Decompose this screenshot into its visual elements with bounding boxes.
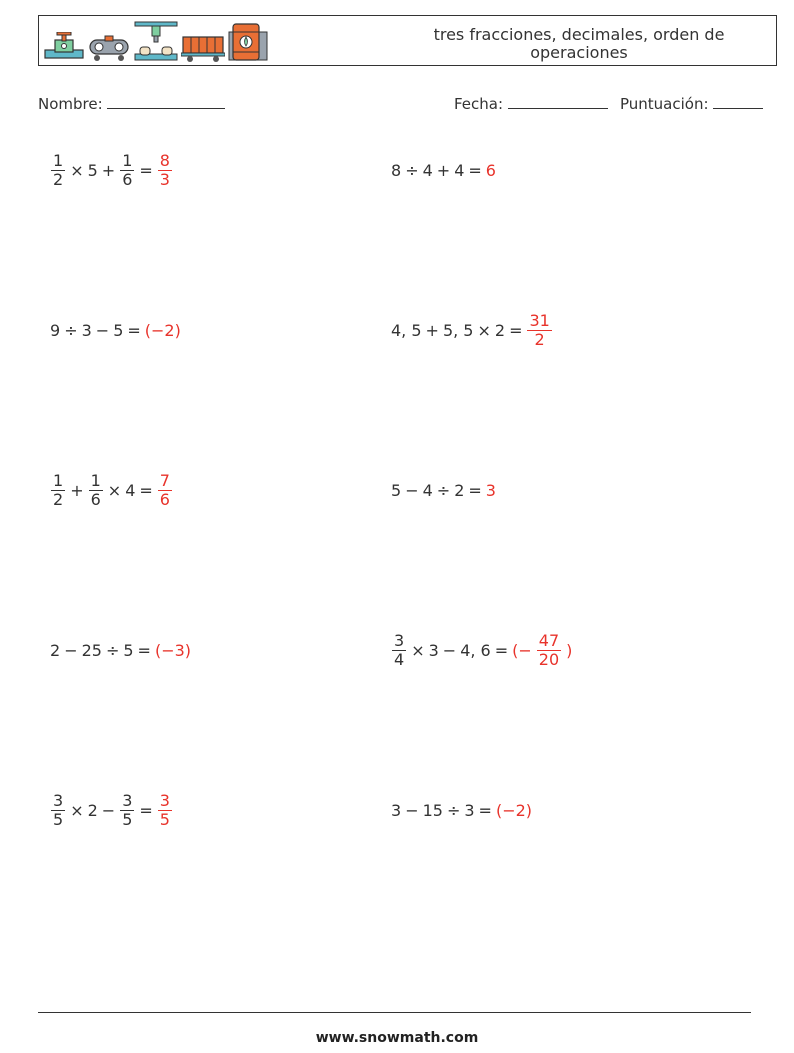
numerator: 7 [159, 470, 170, 490]
expression-token: ÷ [436, 480, 451, 500]
expression-token: = [468, 480, 482, 500]
expression-token: + [101, 160, 116, 180]
denominator: 5 [53, 809, 64, 829]
expression-token: = [509, 320, 523, 340]
expression-token: (−2) [495, 800, 533, 820]
expression-token: 3 [81, 320, 92, 340]
fraction [89, 472, 103, 509]
expression-token: × [70, 160, 84, 180]
answer [524, 312, 554, 349]
tank-car-icon [87, 32, 131, 62]
expression-token: 3 [391, 800, 402, 820]
numerator: 47 [538, 630, 560, 650]
numerator: 1 [53, 470, 64, 490]
expression-token: 2 [50, 640, 61, 660]
fraction [158, 152, 172, 189]
numerator: 1 [53, 150, 64, 170]
fraction [158, 792, 172, 829]
expression-token: 4, 5 [391, 320, 422, 340]
expression-token: + [425, 320, 439, 340]
problem-7 [48, 625, 193, 675]
expression-token: + [70, 480, 84, 500]
expression-token: 5 [113, 320, 124, 340]
expression-token: (−3) [154, 640, 192, 660]
date-label: Fecha: [454, 95, 504, 113]
name-label: Nombre: [38, 95, 103, 113]
expression-token: 15 [422, 800, 443, 820]
answer [484, 161, 498, 180]
expression-token: ) [566, 640, 573, 660]
expression-token: 5 [87, 160, 98, 180]
expression-token: (− [512, 640, 532, 660]
problem-3 [48, 305, 183, 355]
expression-token: 4, 6 [460, 640, 491, 660]
numerator: 3 [122, 790, 133, 810]
expression-token: − [405, 800, 419, 820]
expression-token: 3 [485, 480, 496, 500]
answer [153, 641, 193, 660]
expression-token: − [101, 800, 116, 820]
expression-token: × [70, 800, 84, 820]
worksheet-header [38, 15, 777, 66]
denominator: 3 [159, 169, 170, 189]
answer [155, 792, 175, 829]
pipe-valve-icon [43, 32, 85, 62]
answer [494, 801, 534, 820]
answer [155, 472, 175, 509]
problem-9 [48, 785, 175, 835]
expression-token: 3 [428, 640, 439, 660]
expression-token: 25 [81, 640, 102, 660]
problem-5 [48, 465, 175, 515]
score-field [620, 94, 763, 113]
fraction [527, 312, 551, 349]
expression-token: − [95, 320, 110, 340]
date-line[interactable] [508, 94, 608, 109]
expression-token: 4 [454, 160, 465, 180]
denominator: 5 [159, 809, 170, 829]
expression-token: 2 [494, 320, 506, 340]
footer-divider [38, 1012, 751, 1013]
numerator: 1 [122, 150, 133, 170]
fraction [392, 632, 406, 669]
footer-url: www.snowmath.com [315, 1030, 479, 1046]
fraction [51, 792, 65, 829]
freight-car-icon [181, 32, 225, 62]
expression-token: = [139, 160, 153, 180]
name-field [38, 94, 225, 113]
denominator: 2 [53, 169, 64, 189]
oil-barrel-icon [227, 22, 269, 62]
header-icons [43, 20, 269, 62]
expression-token: 2 [87, 800, 98, 820]
expression-token: = [468, 160, 482, 180]
denominator: 6 [159, 489, 170, 509]
expression-token: ÷ [105, 640, 120, 660]
expression-token: − [405, 480, 419, 500]
score-label: Puntuación: [620, 95, 709, 113]
expression-token: × [107, 480, 122, 500]
expression-token: 6 [485, 160, 496, 180]
answer [510, 632, 574, 669]
fraction [120, 792, 134, 829]
date-field [454, 94, 608, 113]
fraction [51, 152, 65, 189]
expression-token: ÷ [64, 320, 78, 340]
problem-6 [389, 465, 498, 515]
expression-token: 9 [50, 320, 61, 340]
expression-token: 8 [391, 160, 402, 180]
denominator: 2 [534, 329, 545, 349]
score-line[interactable] [713, 94, 763, 109]
answer [155, 152, 175, 189]
expression-token: 4 [422, 480, 433, 500]
expression-token: 2 [454, 480, 465, 500]
problem-10 [389, 785, 534, 835]
fraction [120, 152, 134, 189]
expression-token: + [436, 160, 451, 180]
expression-token: ÷ [446, 800, 461, 820]
denominator: 6 [122, 169, 133, 189]
fraction [158, 472, 172, 509]
denominator: 5 [122, 809, 133, 829]
worksheet-title: tres fracciones, decimales, orden de operaciones [433, 25, 725, 62]
expression-token: = [494, 640, 509, 660]
numerator: 3 [53, 790, 64, 810]
expression-token: 5, 5 [442, 320, 474, 340]
denominator: 2 [53, 489, 64, 509]
problem-4 [389, 305, 555, 355]
expression-token: = [127, 320, 141, 340]
problem-8 [389, 625, 574, 675]
pump-station-icon [133, 20, 179, 62]
numerator: 3 [159, 790, 170, 810]
numerator: 1 [90, 470, 101, 490]
name-line[interactable] [107, 94, 225, 109]
expression-token: × [477, 320, 491, 340]
denominator: 4 [394, 649, 405, 669]
expression-token: (−2) [144, 320, 181, 340]
expression-token: 3 [464, 800, 475, 820]
expression-token: ÷ [405, 160, 419, 180]
expression-token: = [139, 800, 153, 820]
expression-token: 4 [125, 480, 136, 500]
expression-token: − [442, 640, 457, 660]
numerator: 31 [529, 310, 550, 330]
denominator: 20 [538, 649, 560, 669]
numerator: 3 [394, 630, 405, 650]
expression-token: 5 [391, 480, 402, 500]
expression-token: = [137, 640, 151, 660]
fraction [537, 632, 561, 669]
expression-token: = [139, 480, 153, 500]
expression-token: × [411, 640, 425, 660]
problem-2 [389, 145, 498, 195]
problem-1 [48, 145, 175, 195]
numerator: 8 [159, 150, 170, 170]
answer [484, 481, 498, 500]
expression-token: − [64, 640, 78, 660]
expression-token: = [478, 800, 492, 820]
expression-token: 4 [422, 160, 433, 180]
denominator: 6 [90, 489, 101, 509]
fraction [51, 472, 65, 509]
answer [143, 321, 183, 340]
expression-token: 5 [123, 640, 134, 660]
